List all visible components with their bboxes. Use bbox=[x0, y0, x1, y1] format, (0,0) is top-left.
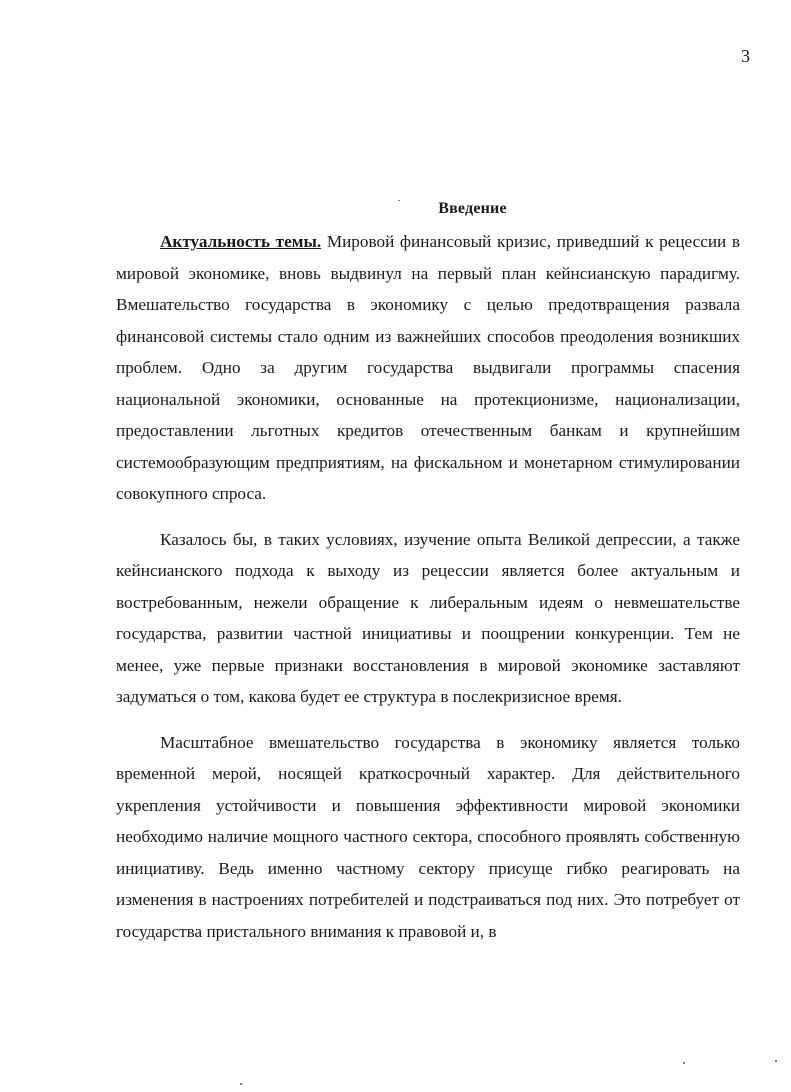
topic-label: Актуальность темы. bbox=[160, 232, 322, 251]
body-text bbox=[116, 226, 740, 947]
paragraph-state-intervention: Масштабное вмешательство государства в экономику является только временной мерой, носящей краткосрочный характер. Для действительного укрепления устойчивости и повышения эффективности мировой экономики необходимо наличие мощного частного сектора, способного проявлять собственную инициативу. Ведь именно частному сектору присуще гибко реагировать на изменения в настроениях потребителей и подстраиваться под них. Это потребует от государства пристального внимания к правовой и, в bbox=[116, 732, 740, 941]
scan-speck bbox=[683, 1062, 685, 1064]
scan-speck bbox=[240, 1083, 242, 1085]
section-heading: Введение bbox=[438, 200, 507, 217]
paragraph-text: Мировой финансовый кризис, приведший к рецессии в мировой экономике, вновь выдвинул на первый план кейнсианскую парадигму. Вмешательство государства в экономику с целью предотвращения развала финансовой системы стало одним из важнейших способов преодоления возникших проблем. Одно за другим государства выдвигали программы спасения национальной экономики, основанные на протекционизме, национализации, предоставлении льготных кредитов отечественным банкам и крупнейшим системообразующим предприятиям, на фискальном и монетарном стимулировании совокупного спроса. bbox=[116, 232, 740, 503]
paragraph-great-depression: Казалось бы, в таких условиях, изучение опыта Великой депрессии, а также кейнсианского подхода к выходу из рецессии является более актуальным и востребованным, нежели обращение к либеральным идеям о невмешательстве государства, развитии частной инициативы и поощрении конкуренции. Тем не менее, уже первые признаки восстановления в мировой экономике заставляют задуматься о том, какова будет ее структура в послекризисное время. bbox=[116, 529, 740, 706]
paragraph-relevance bbox=[116, 226, 740, 510]
page-number: 3 bbox=[741, 46, 750, 66]
scan-speck bbox=[398, 200, 400, 201]
scan-speck bbox=[775, 1060, 777, 1062]
